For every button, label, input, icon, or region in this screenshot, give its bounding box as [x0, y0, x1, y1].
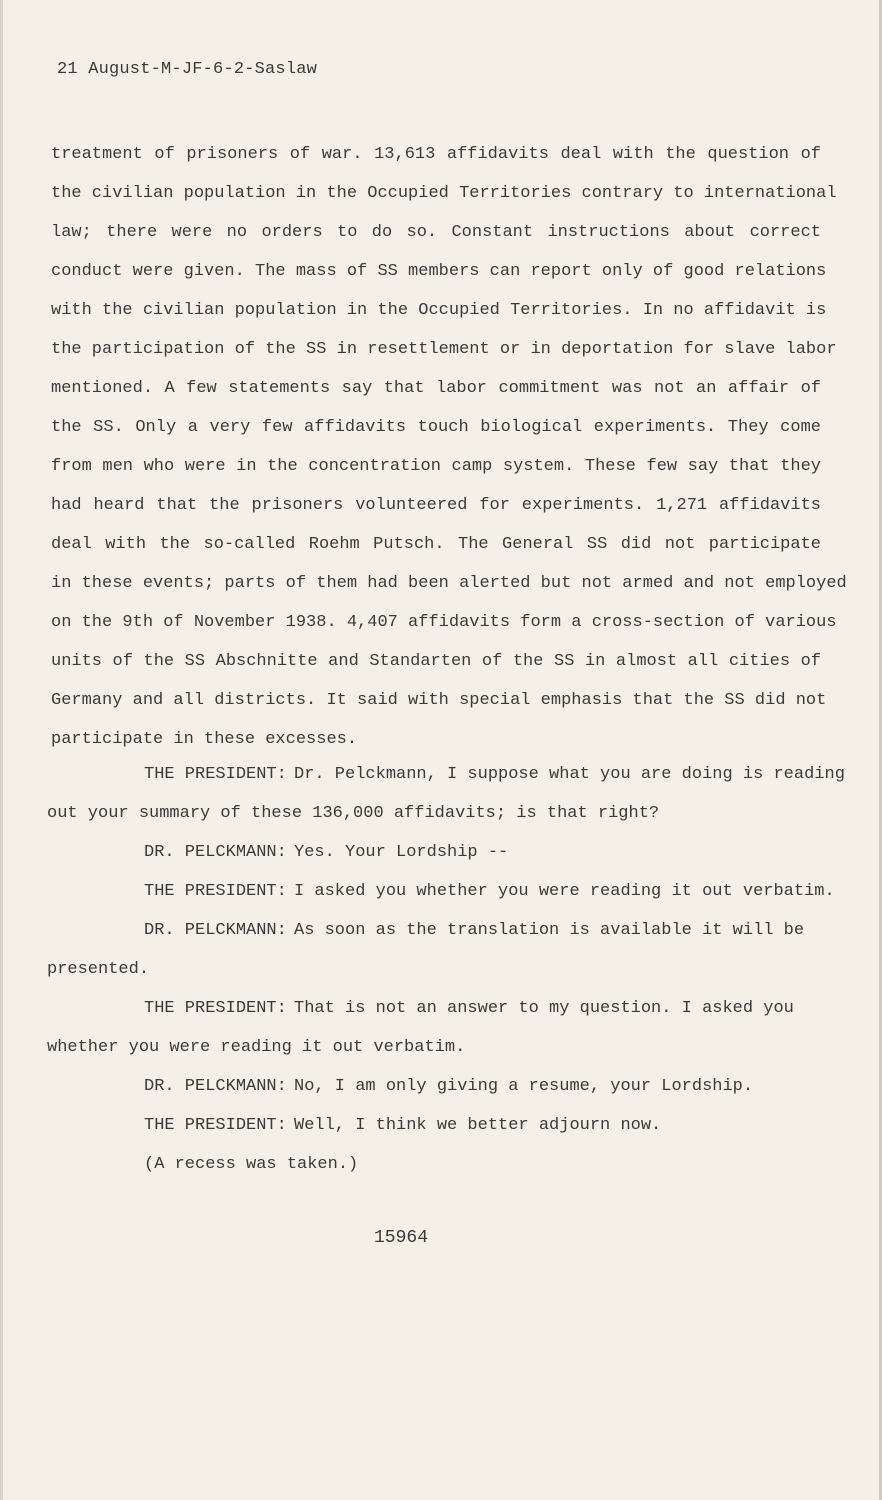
speaker-label: THE PRESIDENT:	[144, 999, 287, 1018]
page-number: 15964	[374, 1228, 429, 1248]
dialogue-continuation: presented.	[47, 960, 150, 979]
dialogue-line	[47, 1111, 822, 1150]
dialogue-text: As soon as the translation is available it will be	[294, 921, 805, 940]
body-line-15: Germany and all districts. It said with special emphasis that the SS did not	[51, 691, 827, 710]
dialogue-line	[47, 838, 822, 877]
body-line-9: from men who were in the concentration camp system. These few say that they	[51, 457, 821, 476]
dialogue-continuation: whether you were reading it out verbatim.	[47, 1038, 466, 1057]
dialogue-section	[47, 760, 845, 1189]
recess-note: (A recess was taken.)	[144, 1155, 359, 1174]
body-line-7: mentioned. A few statements say that labor commitment was not an affair of	[51, 379, 821, 398]
dialogue-line	[47, 916, 822, 955]
dialogue-line	[47, 760, 845, 799]
speaker-label: DR. PELCKMANN:	[144, 1077, 287, 1096]
speaker-label: DR. PELCKMANN:	[144, 843, 287, 862]
speaker-label: DR. PELCKMANN:	[144, 921, 287, 940]
dialogue-continuation: out your summary of these 136,000 affidavits; is that right?	[47, 804, 660, 823]
body-line-1: treatment of prisoners of war. 13,613 affidavits deal with the question of	[51, 145, 821, 164]
dialogue-line	[47, 1072, 822, 1111]
speaker-label: THE PRESIDENT:	[144, 882, 287, 901]
body-line-8: the SS. Only a very few affidavits touch biological experiments. They come	[51, 418, 821, 437]
body-line-6: the participation of the SS in resettlement or in deportation for slave labor	[51, 340, 837, 359]
dialogue-line	[47, 994, 822, 1033]
dialogue-text: Dr. Pelckmann, I suppose what you are doing is reading	[294, 765, 845, 784]
body-paragraph	[51, 140, 847, 764]
dialogue-text: Well, I think we better adjourn now.	[294, 1116, 662, 1135]
body-line-3: law; there were no orders to do so. Constant instructions about correct	[51, 223, 821, 242]
speaker-label: THE PRESIDENT:	[144, 1116, 287, 1135]
body-line-2: the civilian population in the Occupied Territories contrary to international	[51, 184, 837, 203]
body-line-12: in these events; parts of them had been alerted but not armed and not employed	[51, 574, 847, 593]
body-line-4: conduct were given. The mass of SS members can report only of good relations	[51, 262, 827, 281]
body-line-16: participate in these excesses.	[51, 730, 358, 749]
dialogue-text: That is not an answer to my question. I asked you	[294, 999, 794, 1018]
dialogue-text: No, I am only giving a resume, your Lordship.	[294, 1077, 754, 1096]
speaker-label: THE PRESIDENT:	[144, 765, 287, 784]
body-line-11: deal with the so-called Roehm Putsch. The General SS did not participate	[51, 535, 821, 554]
body-line-13: on the 9th of November 1938. 4,407 affidavits form a cross-section of various	[51, 613, 837, 632]
body-line-14: units of the SS Abschnitte and Standarten of the SS in almost all cities of	[51, 652, 821, 671]
dialogue-line	[47, 877, 835, 916]
dialogue-text: Yes. Your Lordship --	[294, 843, 509, 862]
body-line-10: had heard that the prisoners volunteered for experiments. 1,271 affidavits	[51, 496, 821, 515]
body-line-5: with the civilian population in the Occupied Territories. In no affidavit is	[51, 301, 827, 320]
document-reference: 21 August-M-JF-6-2-Saslaw	[57, 60, 318, 79]
dialogue-text: I asked you whether you were reading it out verbatim.	[294, 882, 835, 901]
